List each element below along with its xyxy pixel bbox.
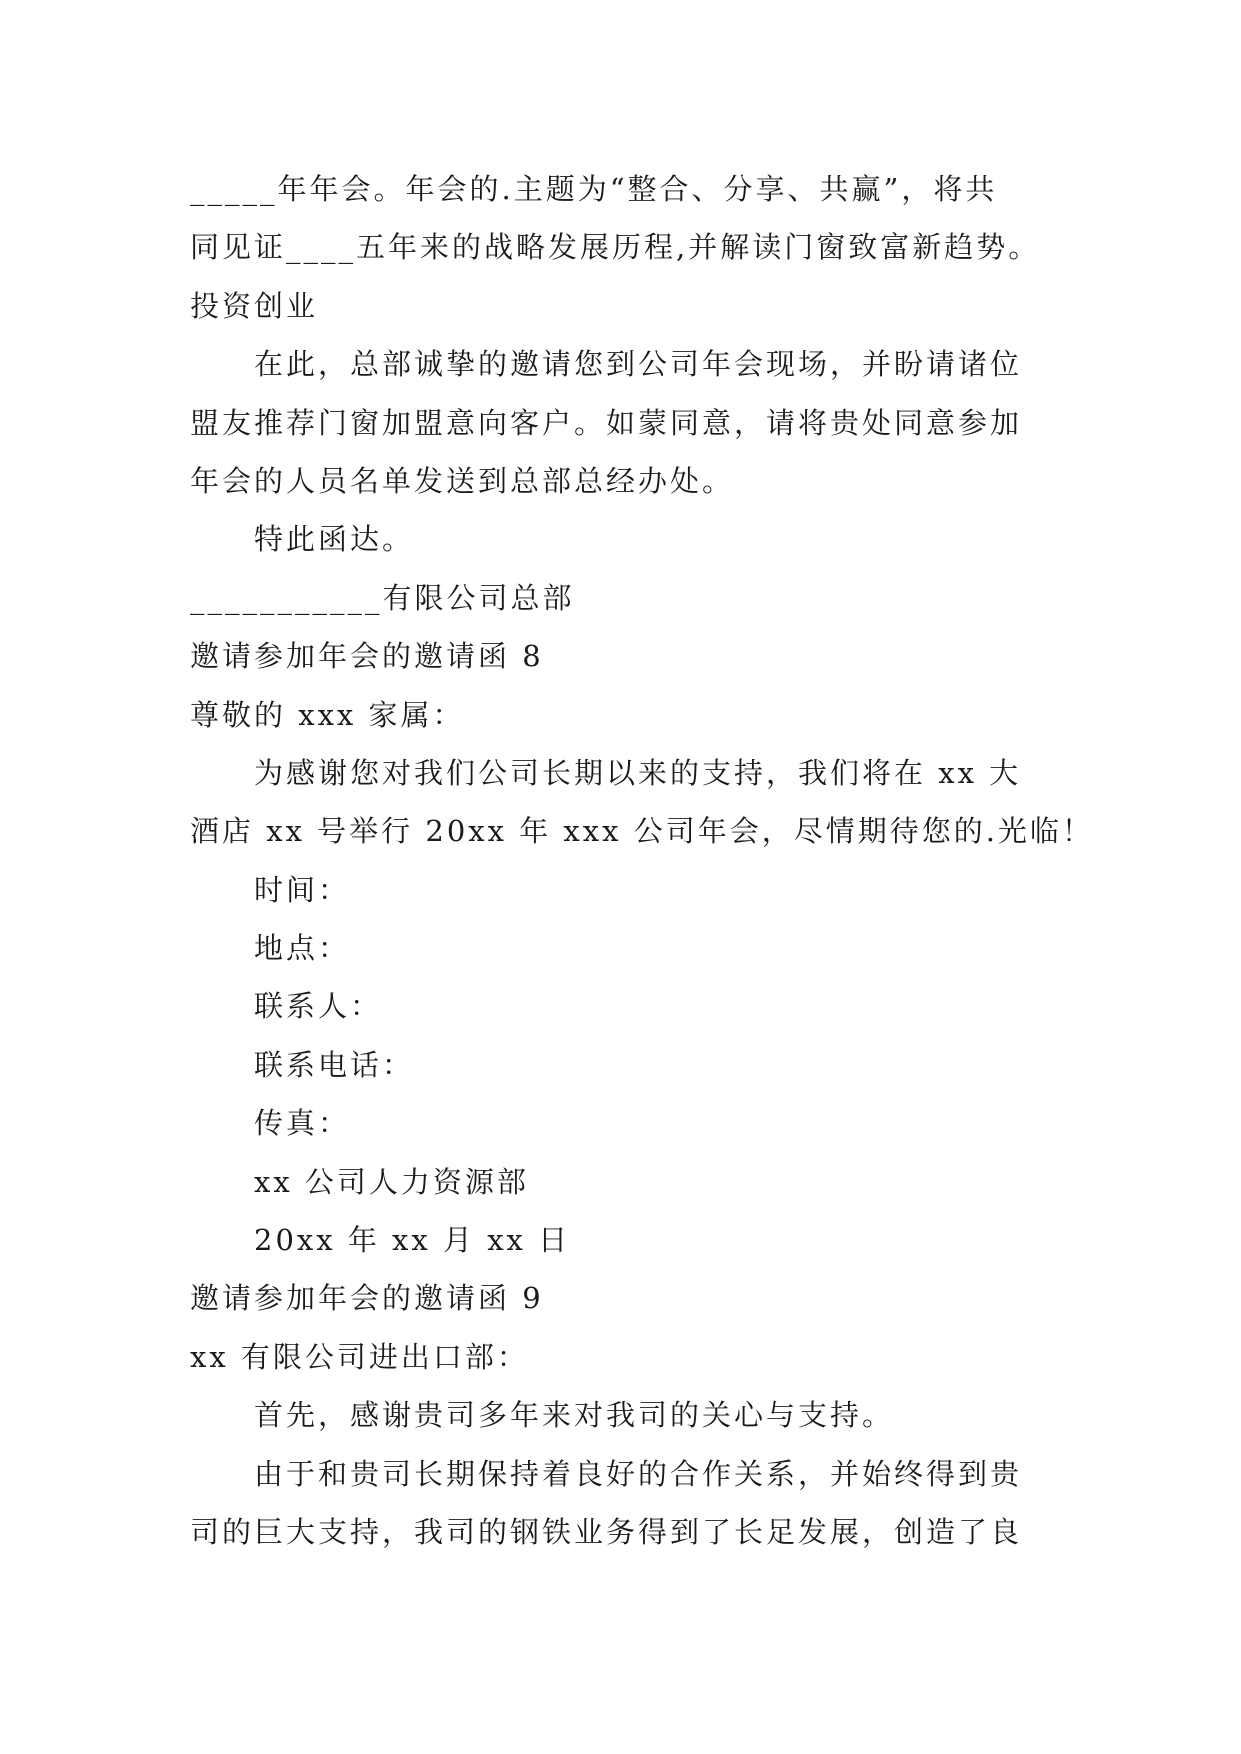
text-line: 酒店 xx 号举行 20xx 年 xxx 公司年会，尽情期待您的.光临！ — [190, 814, 1094, 849]
text-line: 同见证____五年来的战略发展历程,并解读门窗致富新趋势。 — [190, 230, 1041, 265]
field-location: 地点： — [254, 931, 351, 966]
sender: xx 公司人力资源部 — [254, 1164, 529, 1199]
field-contact: 联系人： — [254, 989, 383, 1024]
section-heading: 邀请参加年会的邀请函 8 — [190, 639, 544, 674]
text-line: 年会的人员名单发送到总部总经办处。 — [190, 463, 735, 498]
date: 20xx 年 xx 月 xx 日 — [254, 1223, 571, 1258]
field-fax: 传真： — [254, 1106, 351, 1141]
paragraph-line: 在此，总部诚挚的邀请您到公司年会现场，并盼请诸位 — [254, 347, 1023, 382]
field-phone: 联系电话： — [254, 1047, 415, 1082]
field-time: 时间： — [254, 872, 351, 907]
text-line: 司的巨大支持，我司的钢铁业务得到了长足发展，创造了良 — [190, 1514, 1023, 1549]
paragraph-line: 首先，感谢贵司多年来对我司的关心与支持。 — [254, 1398, 895, 1433]
text-line: 盟友推荐门窗加盟意向客户。如蒙同意，请将贵处同意参加 — [190, 405, 1023, 440]
salutation: 尊敬的 xxx 家属： — [190, 697, 465, 732]
paragraph-line: 为感谢您对我们公司长期以来的支持，我们将在 xx 大 — [254, 755, 1022, 790]
signature-line: ___________有限公司总部 — [190, 580, 575, 615]
closing-line: 特此函达。 — [254, 522, 415, 557]
paragraph-line: 由于和贵司长期保持着良好的合作关系，并始终得到贵 — [254, 1456, 1023, 1491]
document-body — [190, 160, 1094, 1561]
text-line: _____年年会。年会的.主题为“整合、分享、共赢”，将共 — [190, 172, 998, 206]
text-line: 投资创业 — [190, 288, 319, 323]
salutation: xx 有限公司进出口部： — [190, 1339, 529, 1374]
section-heading: 邀请参加年会的邀请函 9 — [190, 1281, 544, 1316]
